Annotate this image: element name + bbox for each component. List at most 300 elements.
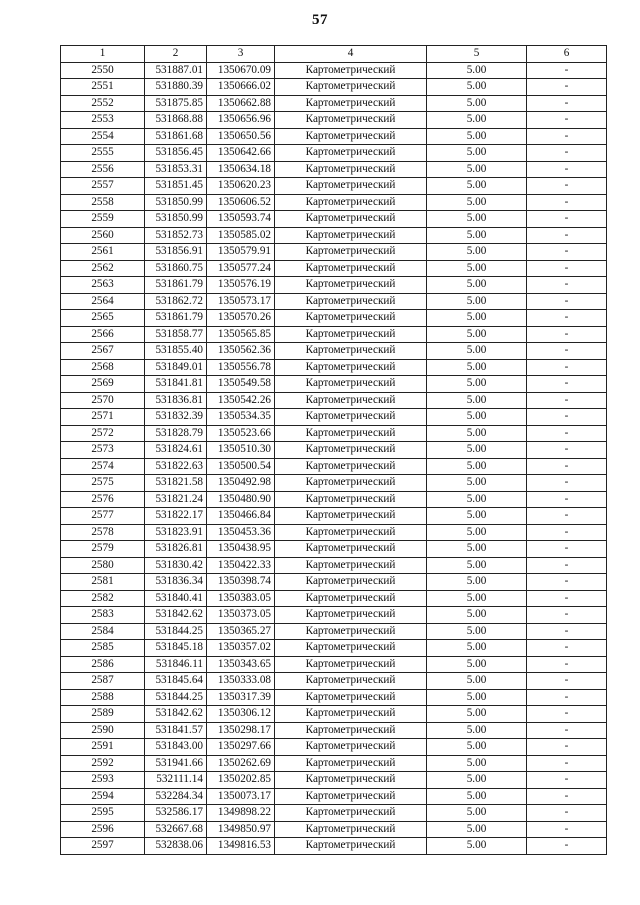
accuracy-cell: 5.00 bbox=[427, 838, 527, 855]
point-number-cell: 2594 bbox=[61, 788, 145, 805]
method-cell: Картометрический bbox=[275, 524, 427, 541]
accuracy-cell: 5.00 bbox=[427, 178, 527, 195]
accuracy-cell: 5.00 bbox=[427, 689, 527, 706]
table-row bbox=[61, 178, 607, 195]
table-row bbox=[61, 706, 607, 723]
x-coordinate-cell: 531846.11 bbox=[145, 656, 207, 673]
table-row bbox=[61, 277, 607, 294]
method-cell: Картометрический bbox=[275, 194, 427, 211]
table-row bbox=[61, 772, 607, 789]
method-cell: Картометрический bbox=[275, 805, 427, 822]
x-coordinate-cell: 531844.25 bbox=[145, 689, 207, 706]
x-coordinate-cell: 531851.45 bbox=[145, 178, 207, 195]
method-cell: Картометрический bbox=[275, 62, 427, 79]
x-coordinate-cell: 531861.68 bbox=[145, 128, 207, 145]
point-number-cell: 2583 bbox=[61, 607, 145, 624]
accuracy-cell: 5.00 bbox=[427, 722, 527, 739]
x-coordinate-cell: 531836.81 bbox=[145, 392, 207, 409]
x-coordinate-cell: 531826.81 bbox=[145, 541, 207, 558]
note-cell: - bbox=[527, 673, 607, 690]
point-number-cell: 2585 bbox=[61, 640, 145, 657]
table-row bbox=[61, 838, 607, 855]
table-row bbox=[61, 557, 607, 574]
method-cell: Картометрический bbox=[275, 161, 427, 178]
x-coordinate-cell: 531845.18 bbox=[145, 640, 207, 657]
table-row bbox=[61, 673, 607, 690]
x-coordinate-cell: 531828.79 bbox=[145, 425, 207, 442]
point-number-cell: 2564 bbox=[61, 293, 145, 310]
method-cell: Картометрический bbox=[275, 739, 427, 756]
note-cell: - bbox=[527, 722, 607, 739]
table-row bbox=[61, 475, 607, 492]
y-coordinate-cell: 1350422.33 bbox=[207, 557, 275, 574]
method-cell: Картометрический bbox=[275, 244, 427, 261]
method-cell: Картометрический bbox=[275, 821, 427, 838]
point-number-cell: 2580 bbox=[61, 557, 145, 574]
x-coordinate-cell: 531868.88 bbox=[145, 112, 207, 129]
table-row bbox=[61, 343, 607, 360]
note-cell: - bbox=[527, 178, 607, 195]
y-coordinate-cell: 1349898.22 bbox=[207, 805, 275, 822]
note-cell: - bbox=[527, 161, 607, 178]
point-number-cell: 2556 bbox=[61, 161, 145, 178]
coordinates-table bbox=[60, 45, 607, 855]
accuracy-cell: 5.00 bbox=[427, 442, 527, 459]
accuracy-cell: 5.00 bbox=[427, 491, 527, 508]
note-cell: - bbox=[527, 95, 607, 112]
point-number-cell: 2568 bbox=[61, 359, 145, 376]
x-coordinate-cell: 532586.17 bbox=[145, 805, 207, 822]
point-number-cell: 2561 bbox=[61, 244, 145, 261]
method-cell: Картометрический bbox=[275, 640, 427, 657]
accuracy-cell: 5.00 bbox=[427, 194, 527, 211]
table-row bbox=[61, 623, 607, 640]
note-cell: - bbox=[527, 475, 607, 492]
y-coordinate-cell: 1350500.54 bbox=[207, 458, 275, 475]
point-number-cell: 2553 bbox=[61, 112, 145, 129]
table-row bbox=[61, 442, 607, 459]
method-cell: Картометрический bbox=[275, 277, 427, 294]
method-cell: Картометрический bbox=[275, 310, 427, 327]
note-cell: - bbox=[527, 640, 607, 657]
method-cell: Картометрический bbox=[275, 475, 427, 492]
y-coordinate-cell: 1350298.17 bbox=[207, 722, 275, 739]
method-cell: Картометрический bbox=[275, 772, 427, 789]
method-cell: Картометрический bbox=[275, 392, 427, 409]
table-row bbox=[61, 227, 607, 244]
accuracy-cell: 5.00 bbox=[427, 359, 527, 376]
note-cell: - bbox=[527, 755, 607, 772]
x-coordinate-cell: 531823.91 bbox=[145, 524, 207, 541]
x-coordinate-cell: 531862.72 bbox=[145, 293, 207, 310]
note-cell: - bbox=[527, 227, 607, 244]
accuracy-cell: 5.00 bbox=[427, 739, 527, 756]
x-coordinate-cell: 531845.64 bbox=[145, 673, 207, 690]
table-row bbox=[61, 145, 607, 162]
method-cell: Картометрический bbox=[275, 95, 427, 112]
accuracy-cell: 5.00 bbox=[427, 128, 527, 145]
x-coordinate-cell: 531821.24 bbox=[145, 491, 207, 508]
table-row bbox=[61, 112, 607, 129]
note-cell: - bbox=[527, 458, 607, 475]
point-number-cell: 2575 bbox=[61, 475, 145, 492]
accuracy-cell: 5.00 bbox=[427, 541, 527, 558]
table-row bbox=[61, 541, 607, 558]
point-number-cell: 2570 bbox=[61, 392, 145, 409]
y-coordinate-cell: 1350650.56 bbox=[207, 128, 275, 145]
method-cell: Картометрический bbox=[275, 491, 427, 508]
note-cell: - bbox=[527, 590, 607, 607]
note-cell: - bbox=[527, 409, 607, 426]
accuracy-cell: 5.00 bbox=[427, 145, 527, 162]
method-cell: Картометрический bbox=[275, 838, 427, 855]
x-coordinate-cell: 531832.39 bbox=[145, 409, 207, 426]
table-row bbox=[61, 689, 607, 706]
x-coordinate-cell: 531856.91 bbox=[145, 244, 207, 261]
table-row bbox=[61, 458, 607, 475]
accuracy-cell: 5.00 bbox=[427, 574, 527, 591]
table-row bbox=[61, 590, 607, 607]
y-coordinate-cell: 1350656.96 bbox=[207, 112, 275, 129]
column-header: 1 bbox=[61, 46, 145, 63]
accuracy-cell: 5.00 bbox=[427, 112, 527, 129]
accuracy-cell: 5.00 bbox=[427, 607, 527, 624]
point-number-cell: 2574 bbox=[61, 458, 145, 475]
point-number-cell: 2550 bbox=[61, 62, 145, 79]
method-cell: Картометрический bbox=[275, 788, 427, 805]
point-number-cell: 2566 bbox=[61, 326, 145, 343]
table-header-row bbox=[61, 46, 607, 63]
method-cell: Картометрический bbox=[275, 689, 427, 706]
point-number-cell: 2586 bbox=[61, 656, 145, 673]
y-coordinate-cell: 1350306.12 bbox=[207, 706, 275, 723]
note-cell: - bbox=[527, 557, 607, 574]
point-number-cell: 2587 bbox=[61, 673, 145, 690]
y-coordinate-cell: 1350453.36 bbox=[207, 524, 275, 541]
x-coordinate-cell: 531861.79 bbox=[145, 310, 207, 327]
table-row bbox=[61, 310, 607, 327]
y-coordinate-cell: 1350480.90 bbox=[207, 491, 275, 508]
point-number-cell: 2589 bbox=[61, 706, 145, 723]
point-number-cell: 2565 bbox=[61, 310, 145, 327]
method-cell: Картометрический bbox=[275, 409, 427, 426]
note-cell: - bbox=[527, 788, 607, 805]
table-row bbox=[61, 821, 607, 838]
point-number-cell: 2555 bbox=[61, 145, 145, 162]
method-cell: Картометрический bbox=[275, 607, 427, 624]
x-coordinate-cell: 531855.40 bbox=[145, 343, 207, 360]
note-cell: - bbox=[527, 359, 607, 376]
y-coordinate-cell: 1350510.30 bbox=[207, 442, 275, 459]
method-cell: Картометрический bbox=[275, 508, 427, 525]
x-coordinate-cell: 531822.63 bbox=[145, 458, 207, 475]
note-cell: - bbox=[527, 607, 607, 624]
column-header: 6 bbox=[527, 46, 607, 63]
x-coordinate-cell: 531824.61 bbox=[145, 442, 207, 459]
accuracy-cell: 5.00 bbox=[427, 227, 527, 244]
point-number-cell: 2588 bbox=[61, 689, 145, 706]
point-number-cell: 2558 bbox=[61, 194, 145, 211]
x-coordinate-cell: 531856.45 bbox=[145, 145, 207, 162]
column-header: 2 bbox=[145, 46, 207, 63]
point-number-cell: 2576 bbox=[61, 491, 145, 508]
accuracy-cell: 5.00 bbox=[427, 277, 527, 294]
x-coordinate-cell: 531841.57 bbox=[145, 722, 207, 739]
accuracy-cell: 5.00 bbox=[427, 95, 527, 112]
note-cell: - bbox=[527, 62, 607, 79]
accuracy-cell: 5.00 bbox=[427, 458, 527, 475]
method-cell: Картометрический bbox=[275, 442, 427, 459]
point-number-cell: 2596 bbox=[61, 821, 145, 838]
note-cell: - bbox=[527, 772, 607, 789]
point-number-cell: 2562 bbox=[61, 260, 145, 277]
method-cell: Картометрический bbox=[275, 623, 427, 640]
note-cell: - bbox=[527, 508, 607, 525]
x-coordinate-cell: 531850.99 bbox=[145, 194, 207, 211]
point-number-cell: 2552 bbox=[61, 95, 145, 112]
accuracy-cell: 5.00 bbox=[427, 623, 527, 640]
note-cell: - bbox=[527, 574, 607, 591]
y-coordinate-cell: 1350333.08 bbox=[207, 673, 275, 690]
y-coordinate-cell: 1350466.84 bbox=[207, 508, 275, 525]
y-coordinate-cell: 1350576.19 bbox=[207, 277, 275, 294]
point-number-cell: 2577 bbox=[61, 508, 145, 525]
table-row bbox=[61, 508, 607, 525]
table-row bbox=[61, 491, 607, 508]
method-cell: Картометрический bbox=[275, 343, 427, 360]
point-number-cell: 2595 bbox=[61, 805, 145, 822]
note-cell: - bbox=[527, 194, 607, 211]
accuracy-cell: 5.00 bbox=[427, 475, 527, 492]
x-coordinate-cell: 531875.85 bbox=[145, 95, 207, 112]
x-coordinate-cell: 531836.34 bbox=[145, 574, 207, 591]
method-cell: Картометрический bbox=[275, 557, 427, 574]
y-coordinate-cell: 1350565.85 bbox=[207, 326, 275, 343]
y-coordinate-cell: 1350620.23 bbox=[207, 178, 275, 195]
y-coordinate-cell: 1350585.02 bbox=[207, 227, 275, 244]
column-header: 4 bbox=[275, 46, 427, 63]
method-cell: Картометрический bbox=[275, 79, 427, 96]
accuracy-cell: 5.00 bbox=[427, 508, 527, 525]
accuracy-cell: 5.00 bbox=[427, 706, 527, 723]
x-coordinate-cell: 531852.73 bbox=[145, 227, 207, 244]
table-row bbox=[61, 425, 607, 442]
y-coordinate-cell: 1349850.97 bbox=[207, 821, 275, 838]
point-number-cell: 2554 bbox=[61, 128, 145, 145]
point-number-cell: 2571 bbox=[61, 409, 145, 426]
accuracy-cell: 5.00 bbox=[427, 326, 527, 343]
accuracy-cell: 5.00 bbox=[427, 343, 527, 360]
y-coordinate-cell: 1350670.09 bbox=[207, 62, 275, 79]
note-cell: - bbox=[527, 491, 607, 508]
note-cell: - bbox=[527, 541, 607, 558]
accuracy-cell: 5.00 bbox=[427, 62, 527, 79]
accuracy-cell: 5.00 bbox=[427, 211, 527, 228]
table-row bbox=[61, 805, 607, 822]
table-row bbox=[61, 293, 607, 310]
x-coordinate-cell: 531841.81 bbox=[145, 376, 207, 393]
x-coordinate-cell: 531844.25 bbox=[145, 623, 207, 640]
x-coordinate-cell: 531822.17 bbox=[145, 508, 207, 525]
table-row bbox=[61, 260, 607, 277]
accuracy-cell: 5.00 bbox=[427, 79, 527, 96]
x-coordinate-cell: 532838.06 bbox=[145, 838, 207, 855]
point-number-cell: 2569 bbox=[61, 376, 145, 393]
y-coordinate-cell: 1350438.95 bbox=[207, 541, 275, 558]
accuracy-cell: 5.00 bbox=[427, 788, 527, 805]
table-row bbox=[61, 640, 607, 657]
point-number-cell: 2559 bbox=[61, 211, 145, 228]
note-cell: - bbox=[527, 128, 607, 145]
table-body bbox=[61, 62, 607, 854]
y-coordinate-cell: 1350534.35 bbox=[207, 409, 275, 426]
x-coordinate-cell: 531842.62 bbox=[145, 607, 207, 624]
point-number-cell: 2572 bbox=[61, 425, 145, 442]
note-cell: - bbox=[527, 145, 607, 162]
x-coordinate-cell: 531941.66 bbox=[145, 755, 207, 772]
point-number-cell: 2592 bbox=[61, 755, 145, 772]
x-coordinate-cell: 531830.42 bbox=[145, 557, 207, 574]
point-number-cell: 2590 bbox=[61, 722, 145, 739]
method-cell: Картометрический bbox=[275, 326, 427, 343]
point-number-cell: 2578 bbox=[61, 524, 145, 541]
y-coordinate-cell: 1350542.26 bbox=[207, 392, 275, 409]
note-cell: - bbox=[527, 277, 607, 294]
note-cell: - bbox=[527, 310, 607, 327]
table-row bbox=[61, 161, 607, 178]
x-coordinate-cell: 531842.62 bbox=[145, 706, 207, 723]
note-cell: - bbox=[527, 805, 607, 822]
point-number-cell: 2581 bbox=[61, 574, 145, 591]
method-cell: Картометрический bbox=[275, 673, 427, 690]
table-row bbox=[61, 62, 607, 79]
point-number-cell: 2551 bbox=[61, 79, 145, 96]
accuracy-cell: 5.00 bbox=[427, 293, 527, 310]
accuracy-cell: 5.00 bbox=[427, 755, 527, 772]
x-coordinate-cell: 532111.14 bbox=[145, 772, 207, 789]
table-row bbox=[61, 574, 607, 591]
note-cell: - bbox=[527, 293, 607, 310]
table-row bbox=[61, 392, 607, 409]
y-coordinate-cell: 1349816.53 bbox=[207, 838, 275, 855]
note-cell: - bbox=[527, 425, 607, 442]
accuracy-cell: 5.00 bbox=[427, 656, 527, 673]
note-cell: - bbox=[527, 838, 607, 855]
point-number-cell: 2582 bbox=[61, 590, 145, 607]
note-cell: - bbox=[527, 524, 607, 541]
point-number-cell: 2573 bbox=[61, 442, 145, 459]
method-cell: Картометрический bbox=[275, 211, 427, 228]
x-coordinate-cell: 531887.01 bbox=[145, 62, 207, 79]
method-cell: Картометрический bbox=[275, 574, 427, 591]
point-number-cell: 2579 bbox=[61, 541, 145, 558]
y-coordinate-cell: 1350570.26 bbox=[207, 310, 275, 327]
table-row bbox=[61, 244, 607, 261]
method-cell: Картометрический bbox=[275, 376, 427, 393]
table-row bbox=[61, 95, 607, 112]
note-cell: - bbox=[527, 343, 607, 360]
y-coordinate-cell: 1350666.02 bbox=[207, 79, 275, 96]
x-coordinate-cell: 531821.58 bbox=[145, 475, 207, 492]
y-coordinate-cell: 1350492.98 bbox=[207, 475, 275, 492]
method-cell: Картометрический bbox=[275, 706, 427, 723]
y-coordinate-cell: 1350202.85 bbox=[207, 772, 275, 789]
x-coordinate-cell: 531843.00 bbox=[145, 739, 207, 756]
method-cell: Картометрический bbox=[275, 260, 427, 277]
y-coordinate-cell: 1350373.05 bbox=[207, 607, 275, 624]
y-coordinate-cell: 1350317.39 bbox=[207, 689, 275, 706]
table-row bbox=[61, 211, 607, 228]
y-coordinate-cell: 1350549.58 bbox=[207, 376, 275, 393]
table-row bbox=[61, 524, 607, 541]
method-cell: Картометрический bbox=[275, 227, 427, 244]
column-header: 3 bbox=[207, 46, 275, 63]
method-cell: Картометрический bbox=[275, 145, 427, 162]
accuracy-cell: 5.00 bbox=[427, 161, 527, 178]
accuracy-cell: 5.00 bbox=[427, 524, 527, 541]
accuracy-cell: 5.00 bbox=[427, 557, 527, 574]
table-row bbox=[61, 788, 607, 805]
y-coordinate-cell: 1350634.18 bbox=[207, 161, 275, 178]
x-coordinate-cell: 531880.39 bbox=[145, 79, 207, 96]
method-cell: Картометрический bbox=[275, 755, 427, 772]
method-cell: Картометрический bbox=[275, 178, 427, 195]
method-cell: Картометрический bbox=[275, 293, 427, 310]
point-number-cell: 2567 bbox=[61, 343, 145, 360]
table-row bbox=[61, 739, 607, 756]
y-coordinate-cell: 1350262.69 bbox=[207, 755, 275, 772]
note-cell: - bbox=[527, 244, 607, 261]
method-cell: Картометрический bbox=[275, 359, 427, 376]
note-cell: - bbox=[527, 376, 607, 393]
note-cell: - bbox=[527, 260, 607, 277]
note-cell: - bbox=[527, 623, 607, 640]
point-number-cell: 2593 bbox=[61, 772, 145, 789]
method-cell: Картометрический bbox=[275, 656, 427, 673]
y-coordinate-cell: 1350573.17 bbox=[207, 293, 275, 310]
method-cell: Картометрический bbox=[275, 722, 427, 739]
point-number-cell: 2584 bbox=[61, 623, 145, 640]
method-cell: Картометрический bbox=[275, 425, 427, 442]
x-coordinate-cell: 532667.68 bbox=[145, 821, 207, 838]
table-row bbox=[61, 607, 607, 624]
table-row bbox=[61, 326, 607, 343]
y-coordinate-cell: 1350398.74 bbox=[207, 574, 275, 591]
table-row bbox=[61, 722, 607, 739]
x-coordinate-cell: 531858.77 bbox=[145, 326, 207, 343]
x-coordinate-cell: 531853.31 bbox=[145, 161, 207, 178]
x-coordinate-cell: 531861.79 bbox=[145, 277, 207, 294]
note-cell: - bbox=[527, 821, 607, 838]
accuracy-cell: 5.00 bbox=[427, 640, 527, 657]
note-cell: - bbox=[527, 392, 607, 409]
accuracy-cell: 5.00 bbox=[427, 392, 527, 409]
accuracy-cell: 5.00 bbox=[427, 821, 527, 838]
accuracy-cell: 5.00 bbox=[427, 590, 527, 607]
y-coordinate-cell: 1350577.24 bbox=[207, 260, 275, 277]
table-row bbox=[61, 409, 607, 426]
note-cell: - bbox=[527, 706, 607, 723]
accuracy-cell: 5.00 bbox=[427, 260, 527, 277]
point-number-cell: 2591 bbox=[61, 739, 145, 756]
y-coordinate-cell: 1350365.27 bbox=[207, 623, 275, 640]
note-cell: - bbox=[527, 112, 607, 129]
x-coordinate-cell: 532284.34 bbox=[145, 788, 207, 805]
note-cell: - bbox=[527, 689, 607, 706]
note-cell: - bbox=[527, 656, 607, 673]
accuracy-cell: 5.00 bbox=[427, 425, 527, 442]
note-cell: - bbox=[527, 79, 607, 96]
